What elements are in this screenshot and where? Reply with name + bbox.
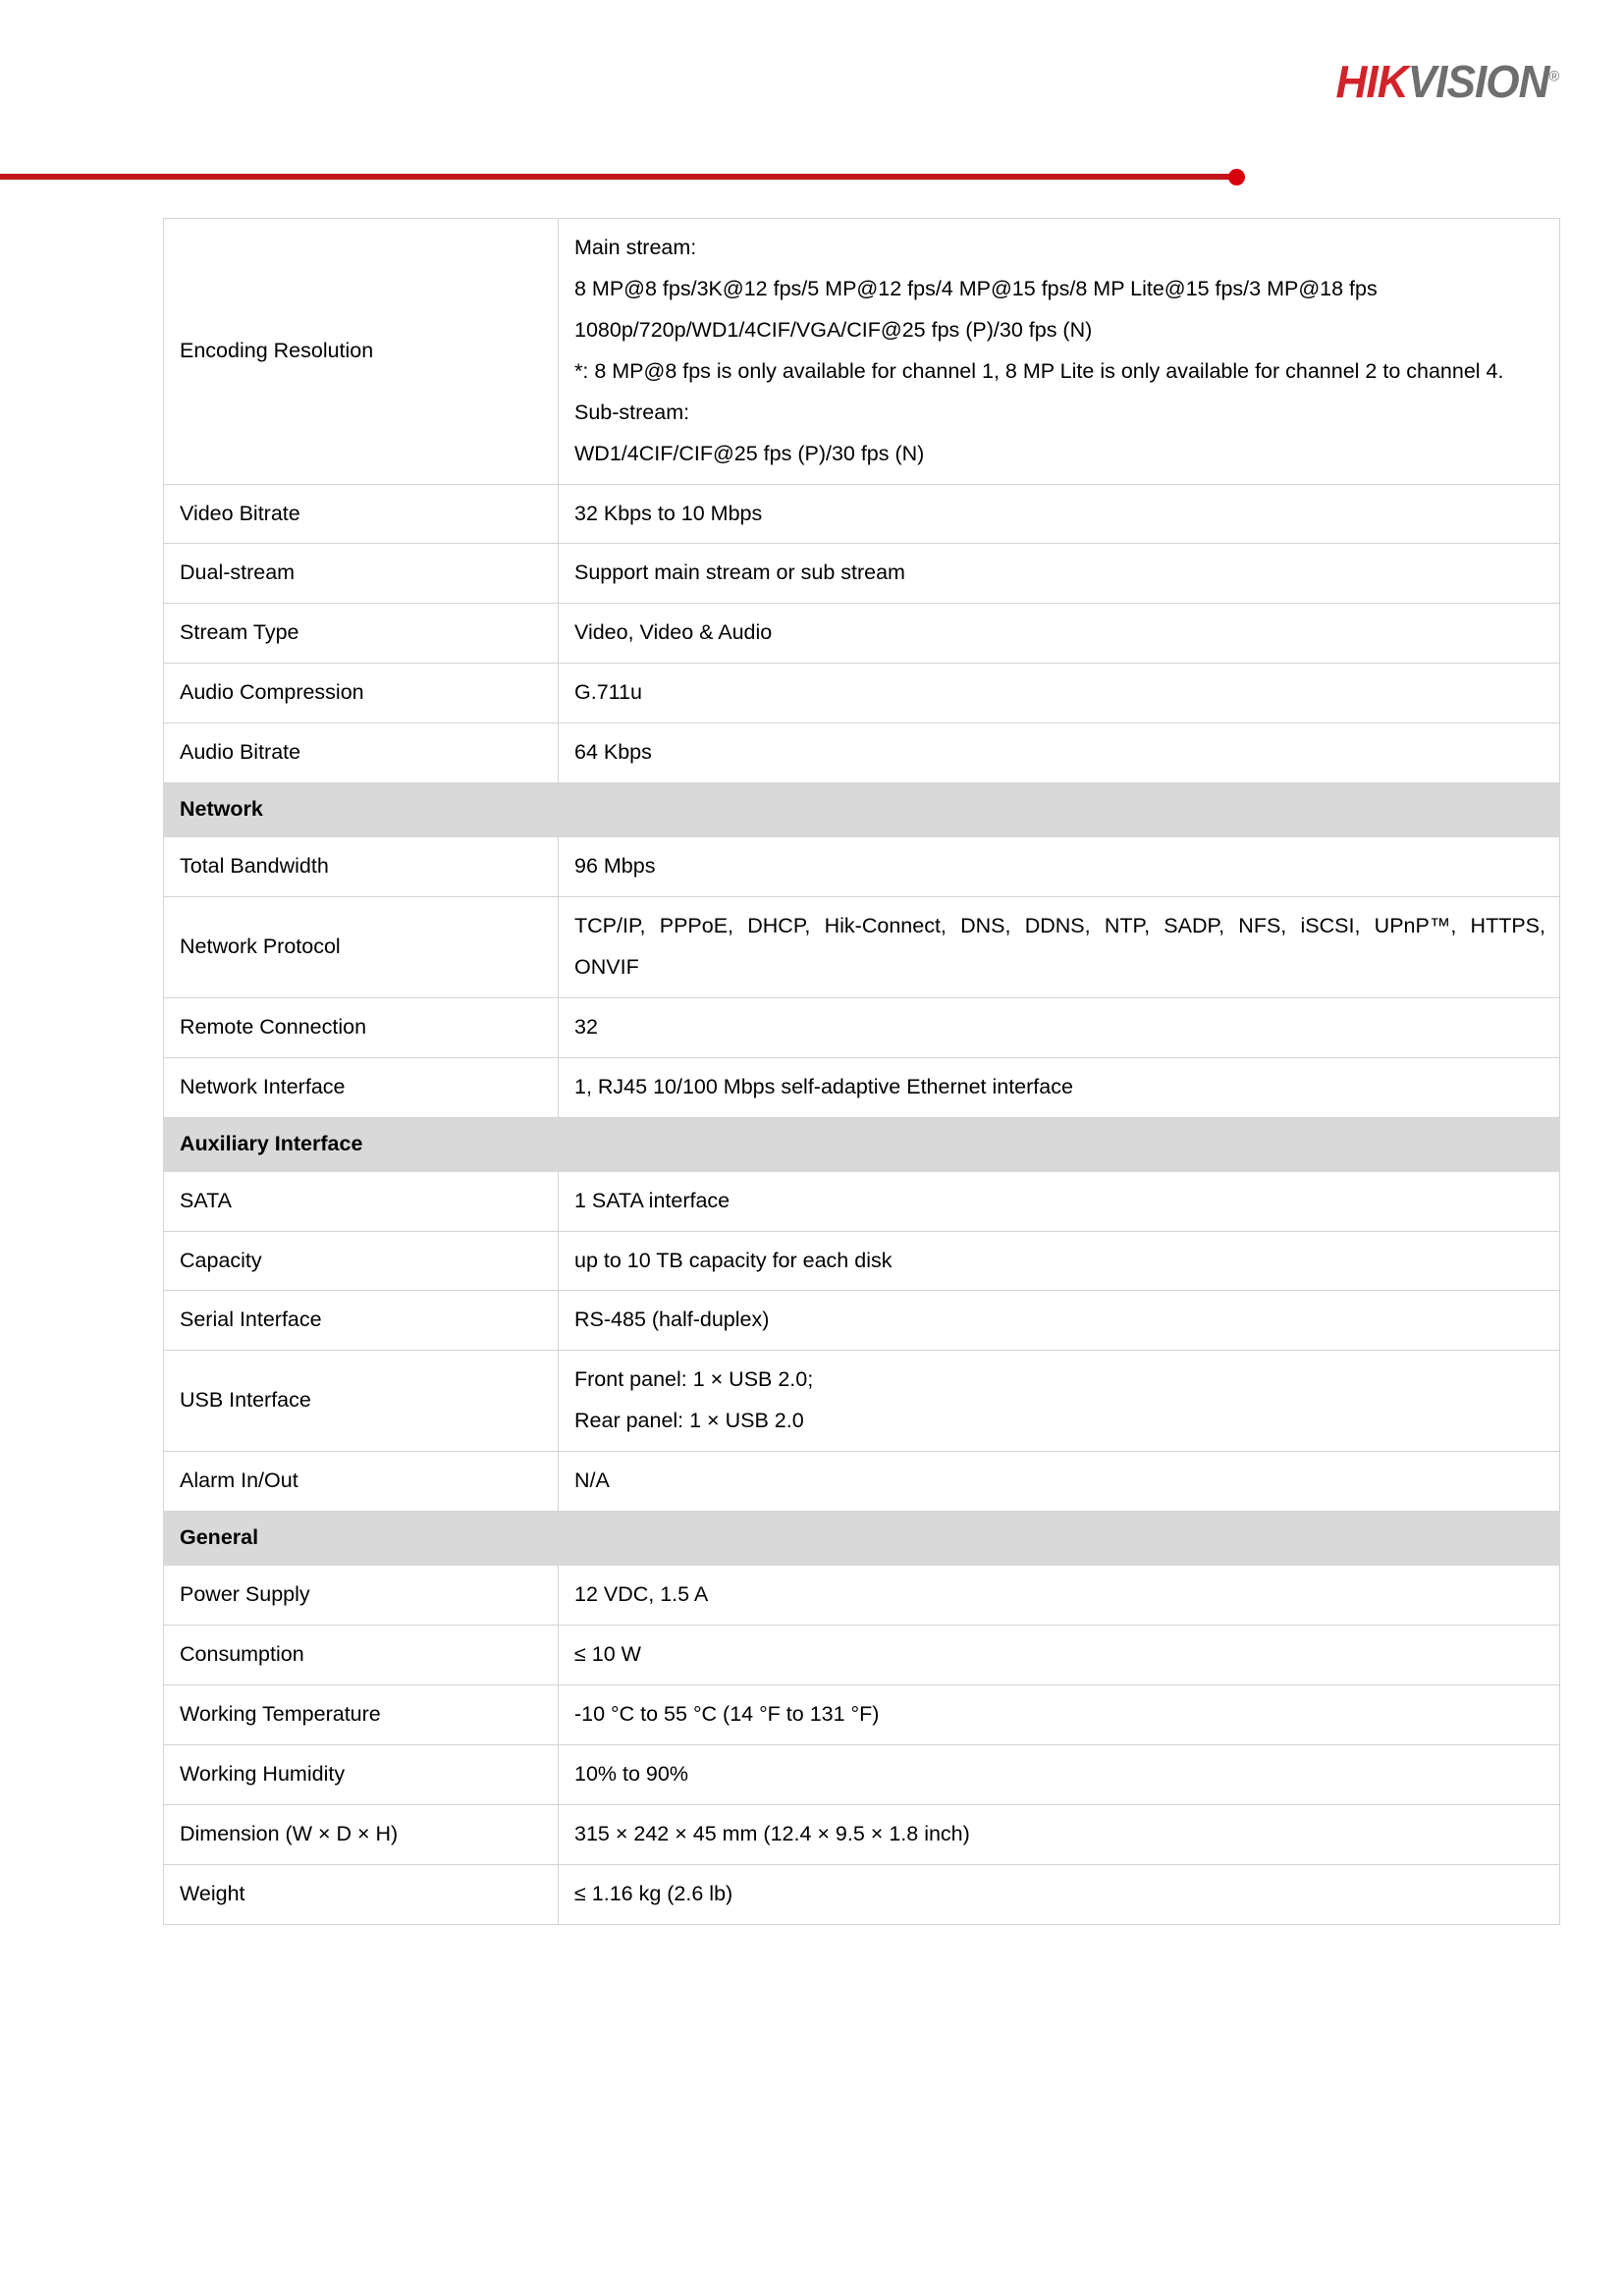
spec-value-line: WD1/4CIF/CIF@25 fps (P)/30 fps (N) xyxy=(574,441,925,465)
spec-value-cell: ≤ 10 W xyxy=(559,1626,1560,1685)
header-divider-dot-icon xyxy=(1228,169,1245,186)
table-row xyxy=(164,1744,1560,1804)
table-row xyxy=(164,544,1560,604)
table-row xyxy=(164,1626,1560,1685)
table-row xyxy=(164,664,1560,723)
table-row xyxy=(164,1864,1560,1924)
spec-value-line: Main stream: xyxy=(574,236,697,259)
spec-value-cell: up to 10 TB capacity for each disk xyxy=(559,1231,1560,1291)
spec-value-cell: G.711u xyxy=(559,664,1560,723)
table-section-header-row xyxy=(164,1512,1560,1566)
spec-value-cell: 12 VDC, 1.5 A xyxy=(559,1566,1560,1626)
table-row xyxy=(164,1804,1560,1864)
spec-label-cell: Video Bitrate xyxy=(164,484,559,544)
table-section-header-row xyxy=(164,1117,1560,1171)
table-section-header-row xyxy=(164,783,1560,837)
spec-value-line: Sub-stream: xyxy=(574,400,690,424)
spec-value-cell: Support main stream or sub stream xyxy=(559,544,1560,604)
spec-value-cell: 1 SATA interface xyxy=(559,1171,1560,1231)
spec-value-line: Rear panel: 1 × USB 2.0 xyxy=(574,1409,804,1433)
spec-label-cell: Power Supply xyxy=(164,1566,559,1626)
spec-label-cell: Working Temperature xyxy=(164,1684,559,1744)
spec-value-cell: RS-485 (half-duplex) xyxy=(559,1291,1560,1351)
spec-label-cell: USB Interface xyxy=(164,1351,559,1452)
table-row xyxy=(164,1231,1560,1291)
table-row xyxy=(164,1566,1560,1626)
spec-value-cell: 315 × 242 × 45 mm (12.4 × 9.5 × 1.8 inch) xyxy=(559,1804,1560,1864)
header-divider xyxy=(0,169,1624,187)
spec-value-cell: 32 xyxy=(559,997,1560,1057)
spec-label-cell: Encoding Resolution xyxy=(164,219,559,485)
spec-label-cell: Working Humidity xyxy=(164,1744,559,1804)
spec-value-cell xyxy=(559,219,1560,485)
table-row xyxy=(164,1684,1560,1744)
spec-label-cell: Alarm In/Out xyxy=(164,1452,559,1512)
spec-label-cell: Serial Interface xyxy=(164,1291,559,1351)
spec-value-line: 8 MP@8 fps/3K@12 fps/5 MP@12 fps/4 MP@15 fps/8 MP Lite@15 fps/3 MP@18 fps xyxy=(574,276,1378,300)
spec-label-cell: Network Interface xyxy=(164,1057,559,1117)
spec-value-cell: ≤ 1.16 kg (2.6 lb) xyxy=(559,1864,1560,1924)
table-row xyxy=(164,1057,1560,1117)
logo-hik-text: HIK xyxy=(1335,56,1408,107)
table-row xyxy=(164,1171,1560,1231)
spec-label-cell: Remote Connection xyxy=(164,997,559,1057)
spec-value-line: Front panel: 1 × USB 2.0; xyxy=(574,1367,814,1392)
table-row xyxy=(164,219,1560,485)
table-row xyxy=(164,837,1560,897)
registered-trademark-icon: ® xyxy=(1548,68,1559,85)
spec-label-cell: Audio Bitrate xyxy=(164,723,559,783)
section-header-label: Network xyxy=(164,783,1560,837)
spec-value-cell xyxy=(559,897,1560,998)
table-row xyxy=(164,1452,1560,1512)
spec-value-cell: 10% to 90% xyxy=(559,1744,1560,1804)
logo-vision-text: VISION xyxy=(1407,56,1549,107)
spec-value-line: TCP/IP, PPPoE, DHCP, Hik-Connect, DNS, DDNS, NTP, SADP, NFS, iSCSI, UPnP™, HTTPS, xyxy=(574,914,1545,937)
spec-label-cell: SATA xyxy=(164,1171,559,1231)
page-header xyxy=(0,0,1624,152)
spec-value-cell: 96 Mbps xyxy=(559,837,1560,897)
spec-value-line: ONVIF xyxy=(574,954,639,979)
spec-value-cell: -10 °C to 55 °C (14 °F to 131 °F) xyxy=(559,1684,1560,1744)
specification-table xyxy=(163,218,1560,1925)
table-row xyxy=(164,897,1560,998)
table-row xyxy=(164,604,1560,664)
spec-label-cell: Total Bandwidth xyxy=(164,837,559,897)
spec-label-cell: Capacity xyxy=(164,1231,559,1291)
spec-value-cell: 32 Kbps to 10 Mbps xyxy=(559,484,1560,544)
spec-value-cell: 1, RJ45 10/100 Mbps self-adaptive Ethernet interface xyxy=(559,1057,1560,1117)
header-divider-line xyxy=(0,174,1236,180)
table-row xyxy=(164,997,1560,1057)
table-row xyxy=(164,1291,1560,1351)
spec-value-cell xyxy=(559,1351,1560,1452)
spec-label-cell: Dual-stream xyxy=(164,544,559,604)
spec-label-cell: Consumption xyxy=(164,1626,559,1685)
spec-label-cell: Weight xyxy=(164,1864,559,1924)
section-header-label: General xyxy=(164,1512,1560,1566)
table-row xyxy=(164,1351,1560,1452)
spec-value-cell: Video, Video & Audio xyxy=(559,604,1560,664)
spec-label-cell: Stream Type xyxy=(164,604,559,664)
spec-label-cell: Network Protocol xyxy=(164,897,559,998)
table-row xyxy=(164,723,1560,783)
section-header-label: Auxiliary Interface xyxy=(164,1117,1560,1171)
spec-value-line: 1080p/720p/WD1/4CIF/VGA/CIF@25 fps (P)/30 fps (N) xyxy=(574,317,1093,342)
spec-label-cell: Audio Compression xyxy=(164,664,559,723)
specification-table-body xyxy=(164,219,1560,1925)
spec-value-cell: 64 Kbps xyxy=(559,723,1560,783)
spec-value-line: *: 8 MP@8 fps is only available for channel 1, 8 MP Lite is only available for channel 2 to channel 4. xyxy=(574,358,1504,383)
spec-label-cell: Dimension (W × D × H) xyxy=(164,1804,559,1864)
hikvision-logo xyxy=(1335,56,1559,107)
table-row xyxy=(164,484,1560,544)
spec-value-cell: N/A xyxy=(559,1452,1560,1512)
